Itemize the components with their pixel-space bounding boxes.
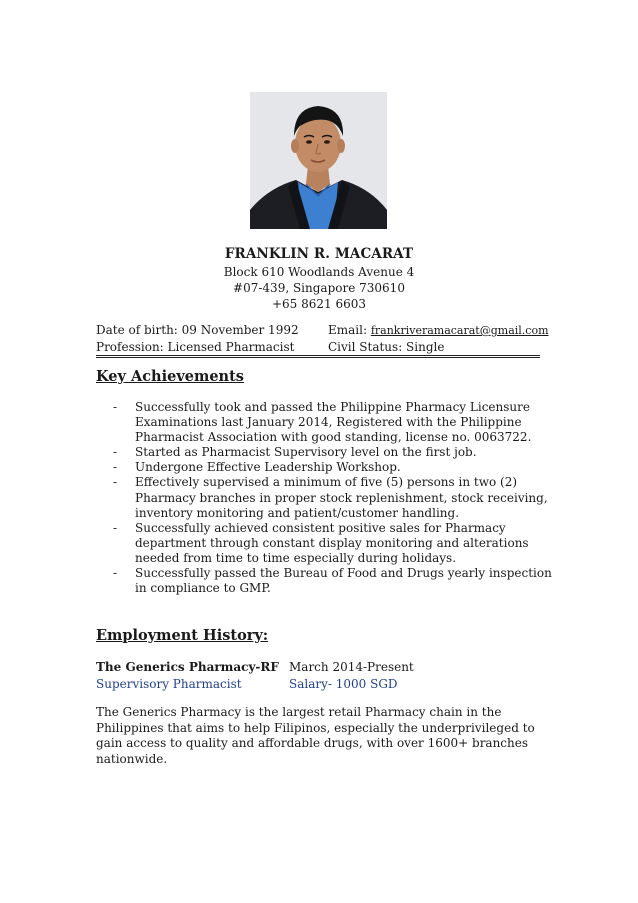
employment-row-2 <box>96 676 540 693</box>
bullet-dash: - <box>113 566 118 581</box>
person-portrait-image <box>250 92 387 229</box>
key-achievements-heading: Key Achievements <box>96 368 244 385</box>
employment-period: March 2014-Present <box>289 660 414 674</box>
list-item <box>113 521 553 566</box>
company-name: The Generics Pharmacy-RF <box>96 660 279 674</box>
profile-photo <box>250 92 387 229</box>
profession: Profession: Licensed Pharmacist <box>96 339 295 354</box>
list-item <box>113 400 553 445</box>
list-item-text: Started as Pharmacist Supervisory level on the first job. <box>135 445 477 460</box>
candidate-name: FRANKLIN R. MACARAT <box>224 246 414 262</box>
bullet-dash: - <box>113 460 118 475</box>
email-label: Email: <box>328 323 371 337</box>
achievements-list <box>113 400 553 596</box>
employment-history-heading: Employment History: <box>96 627 269 644</box>
address-line-1: Block 610 Woodlands Avenue 4 <box>223 265 415 279</box>
email-link[interactable]: frankriveramacarat@gmail.com <box>370 324 549 337</box>
list-item-text: Effectively supervised a minimum of five (5) persons in two (2) Pharmacy branches in proper stock replenishment, stock receiving, inventory monitoring and patient/customer handling. <box>135 475 548 520</box>
job-position: Supervisory Pharmacist <box>96 677 242 691</box>
phone-number: +65 8621 6603 <box>271 297 367 311</box>
personal-details <box>96 322 549 355</box>
address-line-2: #07-439, Singapore 730610 <box>233 281 405 295</box>
list-item-text: Successfully took and passed the Philippine Pharmacy Licensure Examinations last January 2014, Registered with the Philippine Pharmacist Association with good standing, license no. 0063722. <box>135 400 532 445</box>
date-of-birth: Date of birth: 09 November 1992 <box>96 323 299 337</box>
list-item-text: Undergone Effective Leadership Workshop. <box>135 460 401 475</box>
email-field <box>328 322 549 340</box>
bullet-dash: - <box>113 475 118 490</box>
list-item-text: Successfully achieved consistent positive sales for Pharmacy department through constant display monitoring and alterations needed from time to time especially during holidays. <box>135 520 529 565</box>
company-description: The Generics Pharmacy is the largest retail Pharmacy chain in the Philippines that aims to help Filipinos, especially the underprivileged to gain access to quality and affordable drugs, with over 1600+ branches nationwide. <box>96 705 535 766</box>
civil-status: Civil Status: Single <box>328 339 445 354</box>
details-row-1 <box>96 322 549 339</box>
bullet-dash: - <box>113 400 118 414</box>
details-row-2 <box>96 339 540 356</box>
bullet-dash: - <box>113 445 118 460</box>
list-item <box>113 445 553 460</box>
list-item <box>113 475 553 520</box>
salary: Salary- 1000 SGD <box>289 677 398 691</box>
contact-header <box>0 244 638 312</box>
list-item <box>113 566 553 596</box>
employment-row-1 <box>96 659 540 676</box>
list-item-text: Successfully passed the Bureau of Food and Drugs yearly inspection in compliance to GMP. <box>135 566 552 596</box>
bullet-dash: - <box>113 520 118 535</box>
list-item <box>113 460 553 475</box>
header-divider <box>96 355 540 358</box>
employment-entry <box>96 659 540 693</box>
